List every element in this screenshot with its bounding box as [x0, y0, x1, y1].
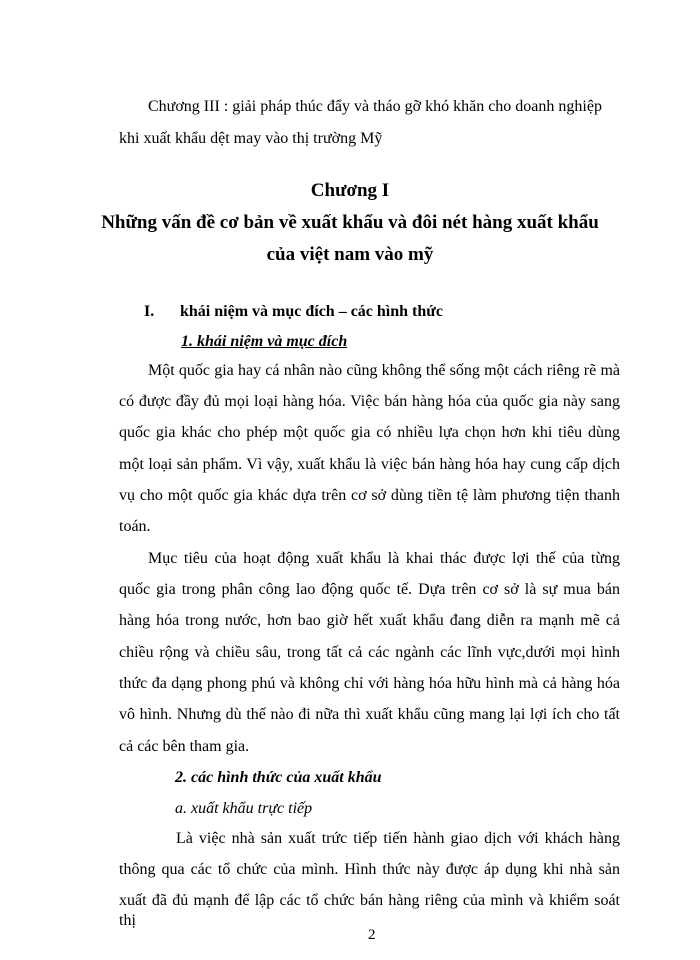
- para1-line-4: một loại sản phẩm. Vì vậy, xuất khẩu là việc bán hàng hóa hay cung cấp dịch: [119, 456, 620, 473]
- para2-line-2: quốc gia trong phân công lao động quốc tế. Dựa trên cơ sở là sự mua bán: [119, 581, 620, 598]
- para2-line-3: hàng hóa trong nước, hơn bao giờ hết xuất khẩu đang diễn ra mạnh mẽ cả: [119, 612, 620, 629]
- para2-line-1: Mục tiêu của hoạt động xuất khẩu là khai thác được lợi thế của từng: [148, 550, 620, 567]
- chapter-title-line-2: của việt nam vào mỹ: [266, 244, 434, 265]
- section-numeral: I.: [144, 303, 155, 320]
- subsection-1-title: 1. khái niệm và mục đích: [181, 333, 348, 350]
- section-title: khái niệm và mục đích – các hình thức: [180, 303, 443, 320]
- para3-line-3: xuất đã đủ mạnh để lập các tổ chức bán hàng riêng của mình và khiểm soát thị: [119, 892, 620, 929]
- para1-line-5: vụ cho một quốc gia khác dựa trên cơ sở dùng tiền tệ làm phương tiện thanh: [119, 487, 620, 504]
- chapter-title-line-1: Những vấn đề cơ bản về xuất khẩu và đôi nét hàng xuất khẩu: [101, 212, 599, 233]
- chapter-heading: Chương I: [310, 180, 390, 201]
- intro-line-1: Chương III : giải pháp thúc đẩy và tháo gỡ khó khăn cho doanh nghiệp: [148, 98, 602, 115]
- para1-line-1: Một quốc gia hay cá nhân nào cũng không thể sống một cách riêng rẽ mà: [148, 362, 620, 379]
- para3-line-2: thông qua các tổ chức của mình. Hình thức này được áp dụng khi nhà sản: [119, 861, 620, 878]
- subsection-a-title: a. xuất khẩu trực tiếp: [175, 800, 313, 817]
- intro-line-2: khi xuất khẩu dệt may vào thị trường Mỹ: [119, 130, 383, 147]
- para2-line-6: vô hình. Nhưng dù thế nào đi nữa thì xuất khẩu cũng mang lại lợi ích cho tất: [119, 706, 620, 723]
- para1-line-2: có được đầy đủ mọi loại hàng hóa. Việc bán hàng hóa của quốc gia này sang: [119, 393, 620, 410]
- para3-line-1: Là việc nhà sản xuất trức tiếp tiến hành giao dịch với khách hàng: [176, 830, 620, 847]
- page-number: 2: [368, 927, 376, 943]
- subsection-2-title: 2. các hình thức của xuất khẩu: [175, 769, 382, 786]
- para2-line-7: cả các bên tham gia.: [119, 738, 250, 755]
- para1-line-3: quốc gia khác cho phép một quốc gia có nhiều lựa chọn hơn khi tiêu dùng: [119, 424, 620, 441]
- para2-line-4: chiều rộng và chiều sâu, trong tất cả các ngành các lĩnh vực,dưới mọi hình: [119, 644, 620, 661]
- para2-line-5: thức đa dạng phong phú và không chỉ với hàng hóa hữu hình mà cả hàng hóa: [119, 675, 620, 692]
- para1-line-6: toán.: [119, 518, 151, 535]
